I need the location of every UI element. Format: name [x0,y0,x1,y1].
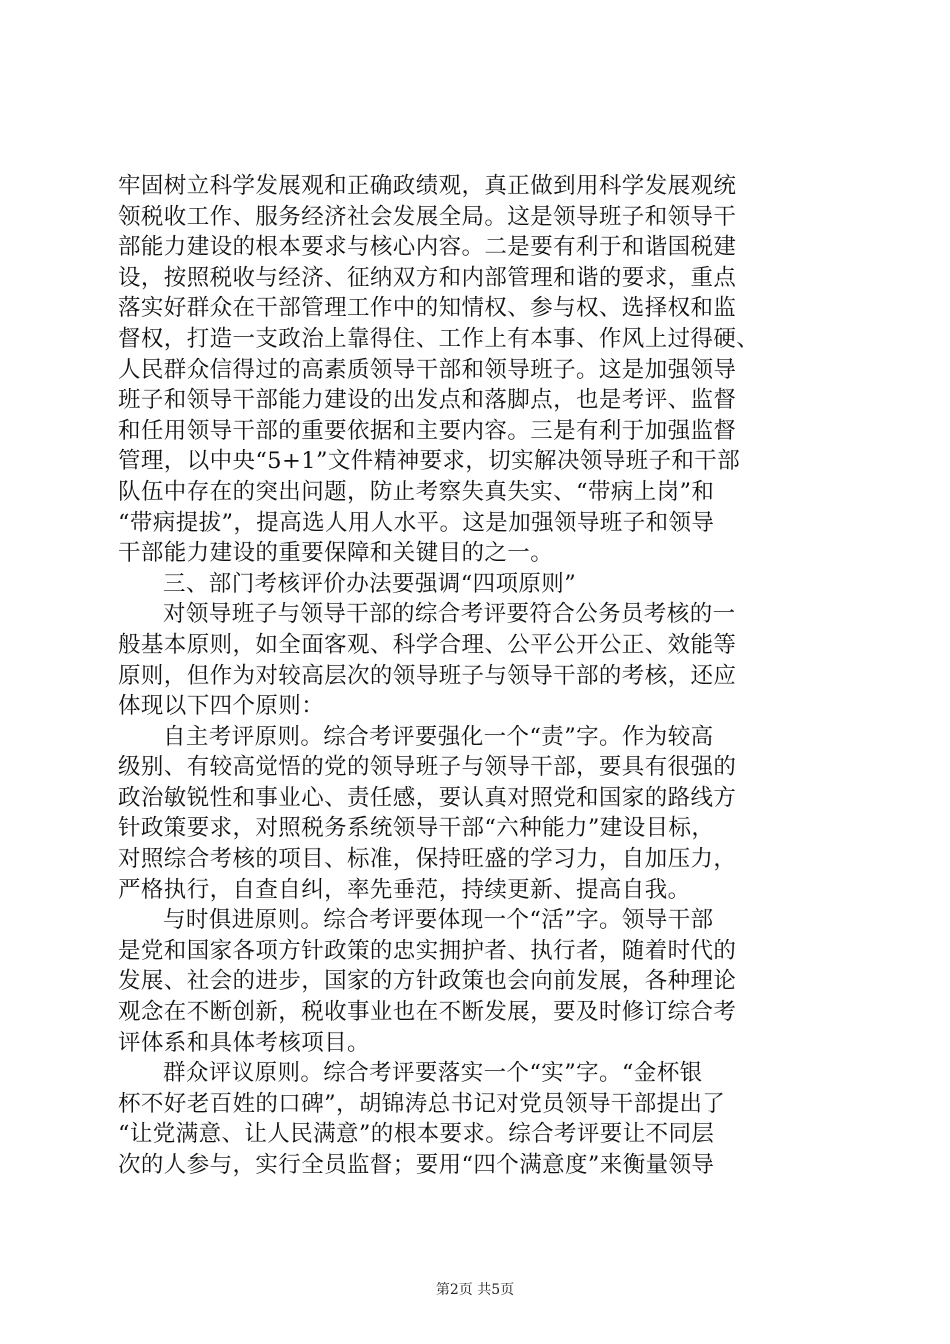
text-line: 发展、社会的进步，国家的方针政策也会向前发展，各种理论 [118,968,737,995]
text-line: 针政策要求，对照税务系统领导干部“六种能力”建设目标， [118,815,715,842]
text-line: 班子和领导干部能力建设的出发点和落脚点，也是考评、监督 [118,387,737,414]
text-line: 部能力建设的根本要求与核心内容。二是要有利于和谐国税建 [118,234,737,261]
text-line: 自主考评原则。综合考评要强化一个“责”字。作为较高 [163,723,714,750]
text-line: 设，按照税收与经济、征纳双方和内部管理和谐的要求，重点 [118,264,737,291]
text-line: 人民群众信得过的高素质领导干部和领导班子。这是加强领导 [118,356,737,383]
text-line: 杯不好老百姓的口碑”，胡锦涛总书记对党员领导干部提出了 [118,1090,726,1117]
text-line: 次的人参与，实行全员监督；要用“四个满意度”来衡量领导 [118,1152,715,1178]
text-line: 和任用领导干部的重要依据和主要内容。三是有利于加强监督 [118,417,737,444]
text-line: 对领导班子与领导干部的综合考评要符合公务员考核的一 [163,601,736,628]
text-line: 与时俱进原则。综合考评要体现一个“活”字。领导干部 [163,907,714,934]
text-line: 体现以下四个原则： [118,693,325,720]
text-line: 群众评议原则。综合考评要落实一个“实”字。“金杯银 [163,1060,703,1087]
text-line: 评体系和具体考核项目。 [118,1029,370,1056]
body-text [118,171,830,1181]
text-line: 落实好群众在干部管理工作中的知情权、参与权、选择权和监 [118,295,737,322]
text-line: 对照综合考核的项目、标准，保持旺盛的学习力，自加压力， [118,846,737,873]
text-line: 三、部门考核评价办法要强调“四项原则” [163,570,577,597]
text-line: “带病提拔”，提高选人用人水平。这是加强领导班子和领导 [118,509,715,536]
text-line: 级别、有较高觉悟的党的领导班子与领导干部，要具有很强的 [118,754,737,781]
text-line: 政治敏锐性和事业心、责任感，要认真对照党和国家的路线方 [118,784,737,811]
text-line: 管理，以中央“5+1”文件精神要求，切实解决领导班子和干部 [118,448,741,475]
text-line: 是党和国家各项方针政策的忠实拥护者、执行者，随着时代的 [118,937,737,964]
page-footer: 第2页 共5页 [435,1282,515,1298]
text-line: 般基本原则，如全面客观、科学合理、公平公开公正、效能等 [118,631,737,658]
text-line: 领税收工作、服务经济社会发展全局。这是领导班子和领导干 [118,203,737,230]
text-line: 督权，打造一支政治上靠得住、工作上有本事、作风上过得硬、 [118,325,760,352]
text-line: “让党满意、让人民满意”的根本要求。综合考评要让不同层 [118,1121,715,1148]
text-line: 队伍中存在的突出问题，防止考察失真失实、“带病上岗”和 [118,478,715,505]
text-line: 原则，但作为对较高层次的领导班子与领导干部的考核，还应 [118,662,737,689]
text-line: 严格执行，自查自纠，率先垂范，持续更新、提高自我。 [118,876,691,903]
text-line: 干部能力建设的重要保障和关键目的之一。 [118,540,554,567]
text-line: 观念在不断创新，税收事业也在不断发展，要及时修订综合考 [118,999,737,1026]
text-line: 牢固树立科学发展观和正确政绩观，真正做到用科学发展观统 [118,173,737,199]
